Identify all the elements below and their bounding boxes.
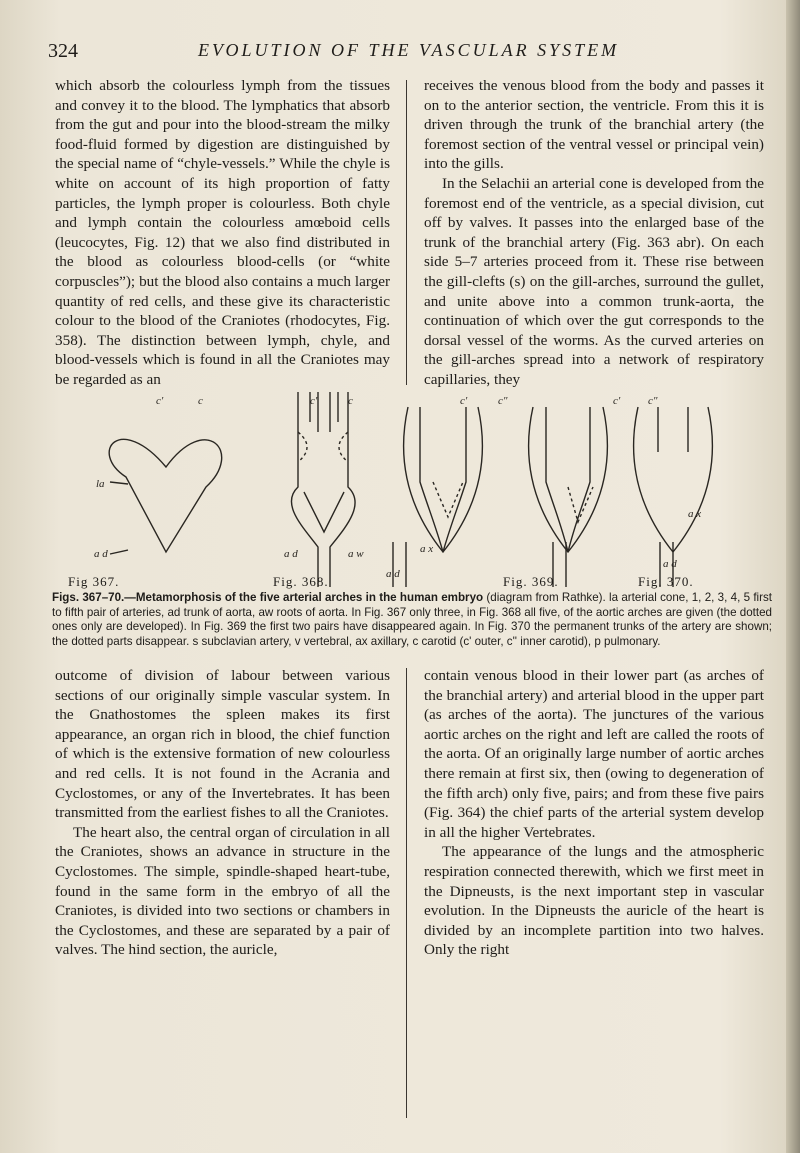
label-c-prime: c' [460,395,468,407]
arch-vessel-fig370 [546,407,568,552]
arch-vessel-fig370 [568,407,590,552]
label-ad: a d [284,548,298,560]
text-column-top-right [424,76,764,390]
label-c-dprime: c" [648,395,658,407]
paragraph: In the Selachii an arterial cone is developed from the foremost end of the ventricle, as a special division, cut off by valves. It passes into the enlarged base of the trunk of the branchial artery (Fig. 363 abr). On each side 5–7 arteries proceed from it. These rise between the gill-clefts (s) on the gill-arches, surround the gullet, and unite above into a common trunk-aorta, the continuation of which over the gut corresponds to the dorsal vessel of the worms. As the curved arteries on the gill-arches spread into a network of respiratory capillaries, they [424,174,764,388]
column-rule [406,668,407,1118]
label-c-prime: c' [613,395,621,407]
heart-outline-fig367 [109,439,222,552]
label-ad: a d [94,548,108,560]
label-c-prime: c' [310,395,318,407]
label-c: c [348,395,353,407]
label-la: la [96,478,105,490]
figure-label: Fig 367. [68,574,120,589]
diagram-labels [94,395,701,580]
heart-outline-fig370b [634,407,713,552]
arterial-arches-diagram [48,392,768,594]
paragraph: The appearance of the lungs and the atmospheric respiration connected therewith, which we first meet in the Dipneusts, is the next important step in vascular evolution. In the Dipneusts the auricle of the heart is divided by an incomplete partition into two halves. Only the right [424,843,764,959]
running-head: EVOLUTION OF THE VASCULAR SYSTEM [198,40,620,60]
label-ad: a d [386,568,400,580]
text-column-bottom-left [55,666,390,960]
page-edge [786,0,800,1153]
caption-title: Figs. 367–70.—Metamorphosis of the five arterial arches in the human embryo [52,591,484,604]
paragraph: which absorb the colourless lymph from the tissues and convey it to the blood. The lymphatics that absorb from the gut and pour into the blood-stream the milky food-fluid formed by digestion are distinguished by the special name of “chyle-vessels.” While the chyle is white on account of its high proportion of fatty particles, the lymph proper is colourless. Both chyle and lymph contain the colourless amœboid cells (leucocytes, Fig. 12) that we also find distributed in the blood as colourless blood-cells (or “white corpuscles”); but the blood also contains a much larger quantity of red cells, and these give its characteristic colour to the blood of the Craniotes (rhodocytes, Fig. 358). The distinction between lymph, chyle, and blood-vessels which is found in all the Craniotes may be regarded as an [55,77,390,388]
column-rule [406,80,407,385]
label-ax: a x [420,543,434,555]
arch-dotted-fig368 [339,432,348,462]
page-number: 324 [48,40,78,62]
arch-dotted-fig368 [298,432,307,462]
label-c-prime: c' [156,395,164,407]
figure-label: Fig. 369. [503,574,559,589]
label-leader [110,482,128,484]
paragraph: outcome of division of labour between various sections of our originally simple vascular system. In the Gnathostomes the spleen makes its first appearance, an organ rich in blood, the chief function of which is the extensive formation of new colourless and red cells. It is not found in the Acrania and Cyclostomes, or any of the Invertebrates. It has been transmitted from the earliest fishes to all the Craniotes. [55,667,390,822]
arch-dotted-fig369 [433,482,463,517]
arterial-cone-fig368 [304,492,344,532]
carotid-vessels [658,407,688,452]
heart-outline-fig370 [529,407,608,552]
aorta-trunk-fig369 [393,542,406,587]
label-ax: a x [688,508,702,520]
figure-label: Fig. 368. [273,574,329,589]
arch-vessel-fig369 [420,407,443,552]
figure-label: Fig. 370. [638,574,694,589]
label-ad: a d [663,558,677,570]
paragraph: The heart also, the central organ of circulation in all the Craniotes, shows an advance in structure in the Cyclostomes. The simple, spindle-shaped heart-tube, found in the same form in the embryo of all the Craniotes, is divided into two sections or chambers in the Cyclostomes, and these are separated by a pair of valves. The hind section, the auricle, [55,823,390,959]
page-header [48,40,768,70]
arch-vessel-fig369 [443,407,466,552]
paragraph: contain venous blood in their lower part (as arches of the branchial artery) and arterial blood in the upper part (as arches of the aorta). The junctures of the various aortic arches on the right and left are called the roots of the aorta. Of an originally large number of aortic arches there remain at first six, then (owing to degeneration of the fifth arch) only five, pairs; and from these five pairs (Fig. 364) the chief parts of the arterial system develop in all the higher Vertebrates. [424,667,764,841]
caption-body: (diagram from Rathke). la arterial cone, 1, 2, 3, 4, 5 first to fifth pair of arteries, ad trunk of aorta, aw roots of aorta. In Fig. 367 only three, in Fig. 368 all five, of the aortic arches are given (the dotted ones only are developed). In Fig. 369 the first two pairs have disappeared again. In Fig. 370 the permanent trunks of the artery are shown; the dotted parts disappear. s subclavian artery, v vertebral, ax axillary, c carotid (c' outer, c'' inner carotid), p pulmonary. [52,591,772,648]
text-column-top-left [55,76,390,390]
label-c: c [198,395,203,407]
figure-group [48,392,768,594]
figure-caption [52,591,772,649]
label-c-dprime: c" [498,395,508,407]
label-leader [110,550,128,554]
heart-outline-fig369 [404,407,483,552]
label-aw: a w [348,548,364,560]
text-column-bottom-right [424,666,764,960]
arch-dotted-fig370 [568,487,593,522]
paragraph: receives the venous blood from the body and passes it on to the anterior section, the ventricle. From this it is driven through the trunk of the branchial artery (the foremost section of the ventral vessel or principal vein) into the gills. [424,77,764,173]
